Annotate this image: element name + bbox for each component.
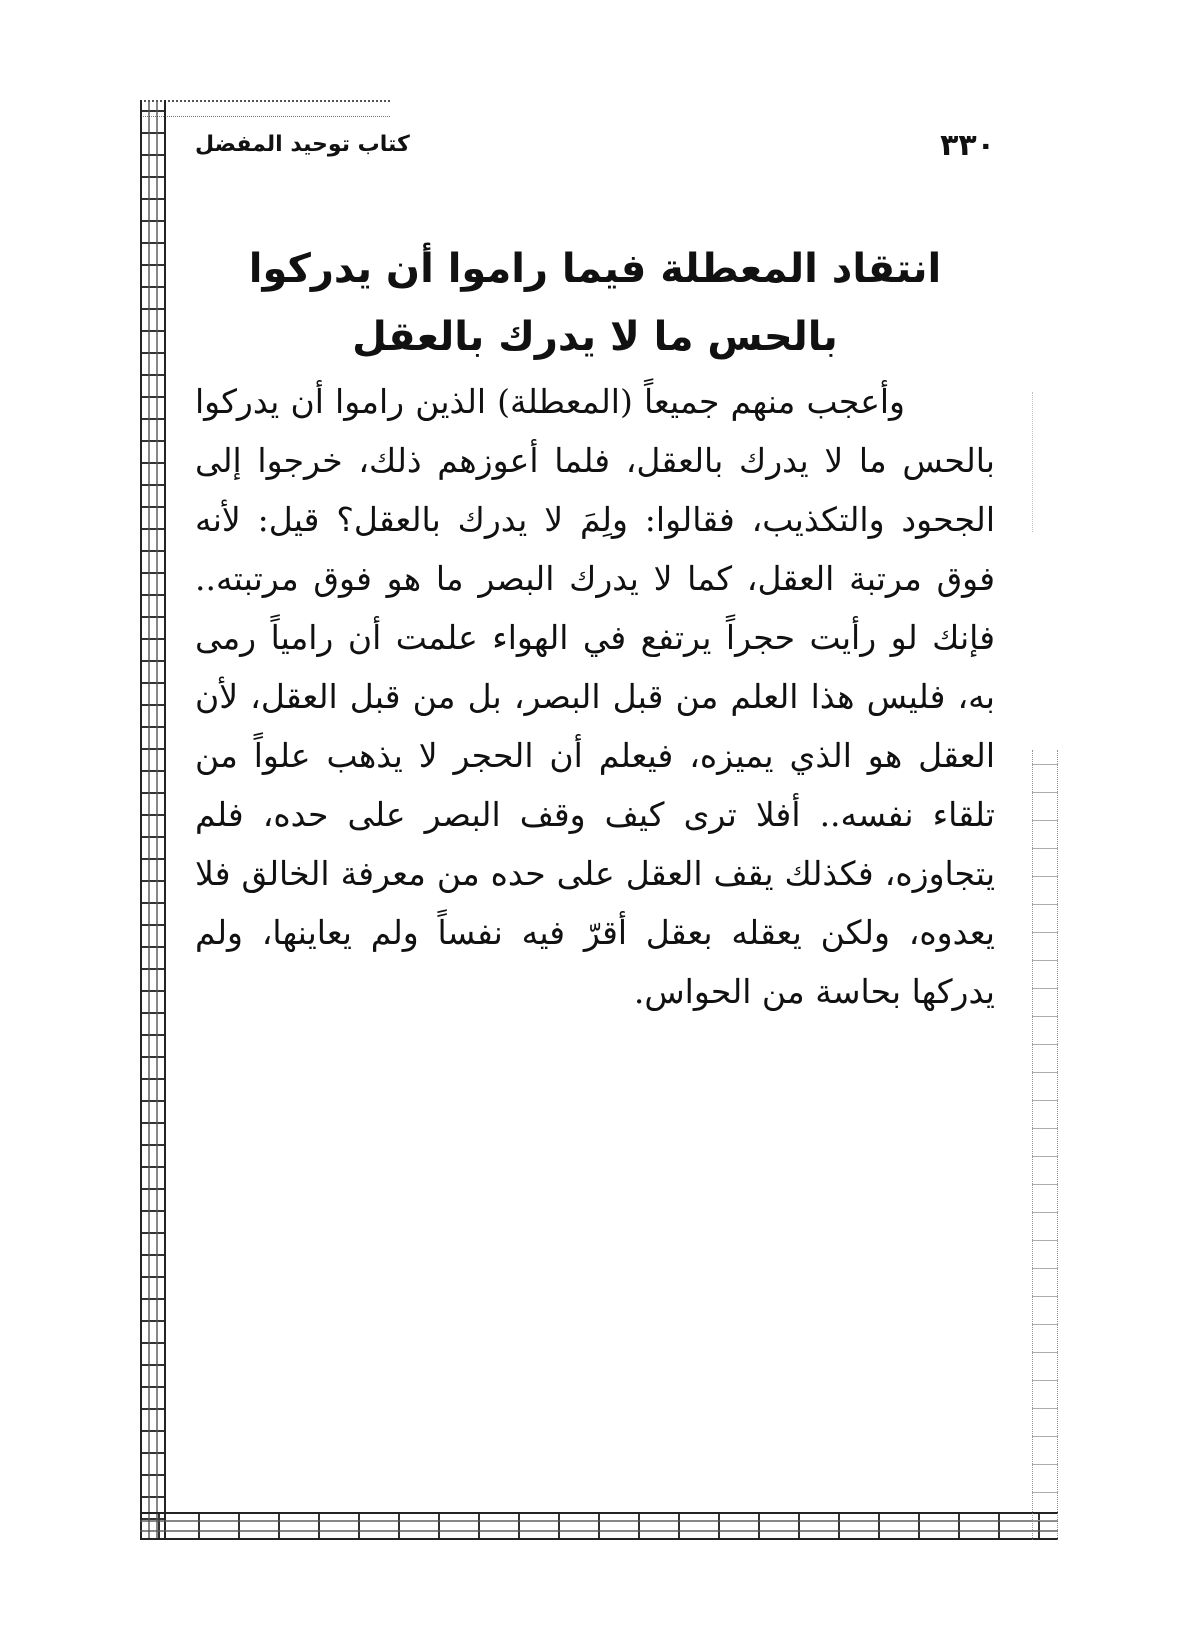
bottom-ornamental-border bbox=[140, 1512, 1058, 1540]
page-number: ٣٣٠ bbox=[940, 128, 995, 163]
body-paragraph: وأعجب منهم جميعاً (المعطلة) الذين راموا أن يدركوا بالحس ما لا يدرك بالعقل، فلما أعوزهم ذلك، خرجوا إلى الجحود والتكذيب، فقالوا: ولِمَ لا يدرك بالعقل؟ قيل: لأنه فوق مرتبة العقل، كما لا يدرك البصر ما هو فوق مرتبته.. فإنك لو رأيت حجراً يرتفع في الهواء علمت أن رامياً رمى به، فليس هذا العلم من قبل البصر، بل من قبل العقل، لأن العقل هو الذي يميزه، فيعلم أن الحجر لا يذهب علواً من تلقاء نفسه.. أفلا ترى كيف وقف البصر على حده، فلم يتجاوزه، فكذلك يقف العقل على حده من معرفة الخالق فلا يعدوه، ولكن يعقله بعقل أقرّ فيه نفساً ولم يعاينها، ولم يدركها بحاسة من الحواس. bbox=[195, 382, 995, 1011]
right-ornamental-border bbox=[1032, 750, 1058, 1540]
section-title: انتقاد المعطلة فيما راموا أن يدركوا بالحس ما لا يدرك بالعقل bbox=[248, 246, 942, 360]
top-border-fragment bbox=[140, 100, 390, 117]
running-title: كتاب توحيد المفضل bbox=[195, 132, 410, 157]
right-margin-marks bbox=[1032, 392, 1059, 532]
left-ornamental-border bbox=[140, 100, 166, 1540]
page-header bbox=[195, 128, 995, 168]
